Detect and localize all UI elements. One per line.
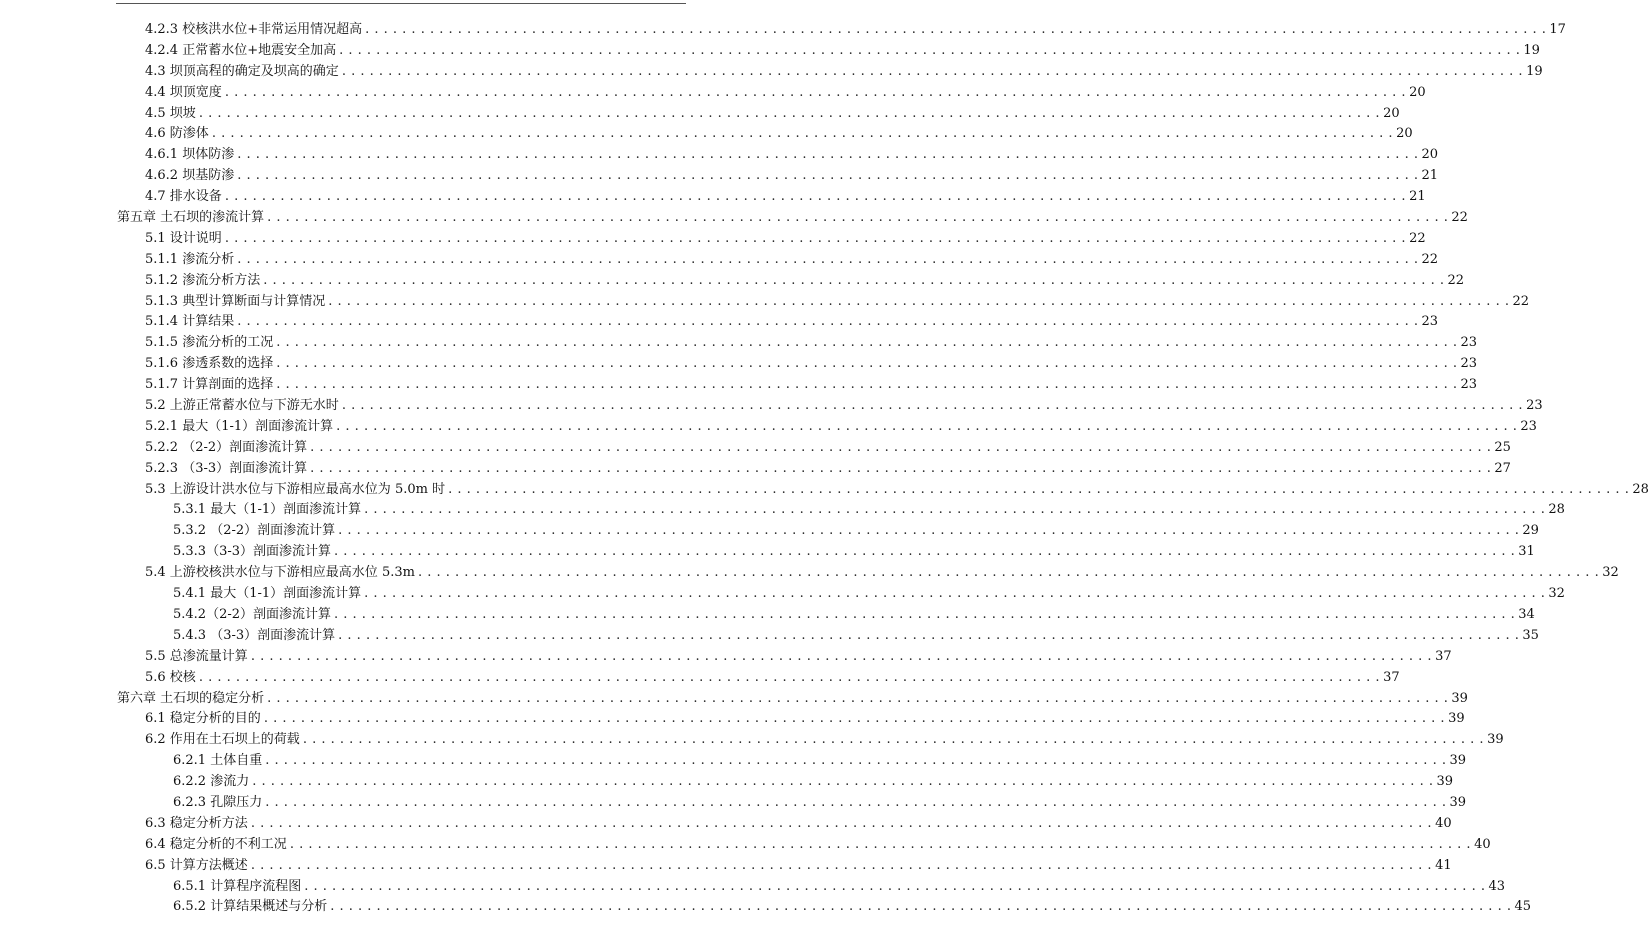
toc-entry-page-number: 37 <box>1383 669 1400 685</box>
toc-entry-title: 6.4 稳定分析的不利工况 <box>145 836 287 852</box>
toc-entry-title: 4.6.2 坝基防渗 <box>145 168 235 184</box>
toc-entry-title: 5.1.4 计算结果 <box>145 314 235 330</box>
dot-leader <box>304 877 1485 898</box>
dot-leader <box>276 333 1457 354</box>
dot-leader <box>252 772 1433 793</box>
toc-entry-title: 第六章 土石坝的稳定分析 <box>117 690 265 706</box>
toc-entry-title: 第五章 土石坝的渗流计算 <box>117 210 265 226</box>
toc-entry-title: 5.1.1 渗流分析 <box>145 251 235 267</box>
toc-entry-title: 5.4 上游校核洪水位与下游相应最高水位 5.3m <box>145 565 415 581</box>
dot-leader <box>338 626 1519 647</box>
dot-leader <box>310 459 1491 480</box>
toc-entry-title: 5.2.1 最大（1-1）剖面渗流计算 <box>145 418 334 434</box>
toc-entry-title: 5.4.2（2-2）剖面渗流计算 <box>173 606 332 622</box>
toc-entry[interactable] <box>0 647 1452 668</box>
toc-entry[interactable] <box>0 20 1566 41</box>
dot-leader <box>334 605 1515 626</box>
toc-entry-page-number: 21 <box>1409 189 1426 205</box>
toc-entry-title: 5.4.3 （3-3）剖面渗流计算 <box>173 627 336 643</box>
dot-leader <box>276 354 1457 375</box>
dot-leader <box>265 751 1446 772</box>
toc-entry-page-number: 22 <box>1409 230 1426 246</box>
toc-entry[interactable] <box>0 271 1465 292</box>
toc-entry-title: 5.1.7 计算剖面的选择 <box>145 377 274 393</box>
toc-entry[interactable] <box>0 166 1439 187</box>
toc-entry-page-number: 39 <box>1487 732 1504 748</box>
toc-entry[interactable] <box>0 41 1540 62</box>
toc-entry[interactable] <box>0 897 1532 918</box>
toc-entry[interactable] <box>0 229 1426 250</box>
toc-entry[interactable] <box>0 250 1439 271</box>
dot-leader <box>336 417 1517 438</box>
toc-entry[interactable] <box>0 187 1426 208</box>
toc-entry-title: 4.6.1 坝体防渗 <box>145 147 235 163</box>
dot-leader <box>276 375 1457 396</box>
toc-entry-page-number: 32 <box>1602 565 1619 581</box>
toc-entry[interactable] <box>0 521 1539 542</box>
dot-leader <box>225 229 1406 250</box>
dot-leader <box>330 897 1511 918</box>
toc-entry-title: 4.7 排水设备 <box>145 189 222 205</box>
toc-entry-title: 6.5.1 计算程序流程图 <box>173 878 302 894</box>
toc-entry-title: 4.6 防渗体 <box>145 126 209 142</box>
dot-leader <box>225 83 1406 104</box>
toc-entry[interactable] <box>0 83 1426 104</box>
dot-leader <box>264 709 1445 730</box>
toc-entry-title: 6.2 作用在土石坝上的荷载 <box>145 732 300 748</box>
toc-entry-title: 6.5 计算方法概述 <box>145 857 248 873</box>
dot-leader <box>199 104 1380 125</box>
toc-entry-title: 6.3 稳定分析方法 <box>145 815 248 831</box>
toc-entry-page-number: 27 <box>1494 460 1511 476</box>
toc-entry-page-number: 25 <box>1494 439 1511 455</box>
toc-entry-page-number: 22 <box>1421 251 1439 267</box>
toc-entry-page-number: 28 <box>1632 481 1649 497</box>
toc-entry-title: 5.3.1 最大（1-1）剖面渗流计算 <box>173 502 362 518</box>
toc-entry[interactable] <box>0 396 1543 417</box>
table-of-contents <box>0 20 1649 918</box>
toc-entry[interactable] <box>0 751 1467 772</box>
toc-entry[interactable] <box>0 772 1454 793</box>
toc-entry[interactable] <box>0 104 1400 125</box>
dot-leader <box>251 814 1432 835</box>
toc-entry-page-number: 40 <box>1474 836 1491 852</box>
toc-entry-title: 5.2 上游正常蓄水位与下游无水时 <box>145 398 339 414</box>
toc-entry-page-number: 37 <box>1435 648 1452 664</box>
dot-leader <box>237 166 1418 187</box>
toc-entry-page-number: 39 <box>1449 794 1467 810</box>
toc-entry-page-number: 17 <box>1549 22 1566 37</box>
toc-entry-title: 6.1 稳定分析的目的 <box>145 711 261 727</box>
toc-entry[interactable] <box>0 668 1400 689</box>
toc-entry-title: 5.1.3 典型计算断面与计算情况 <box>145 293 326 309</box>
toc-entry-page-number: 23 <box>1460 335 1478 351</box>
toc-entry[interactable] <box>0 542 1535 563</box>
toc-entry-title: 5.5 总渗流量计算 <box>145 648 248 664</box>
dot-leader <box>237 145 1418 166</box>
dot-leader <box>334 542 1515 563</box>
toc-entry[interactable] <box>0 563 1619 584</box>
toc-entry-page-number: 32 <box>1548 586 1565 602</box>
toc-entry-title: 6.2.2 渗流力 <box>173 774 250 790</box>
toc-entry[interactable] <box>0 480 1649 501</box>
toc-entry-page-number: 31 <box>1518 544 1535 560</box>
toc-entry-title: 5.1.5 渗流分析的工况 <box>145 335 274 351</box>
toc-entry[interactable] <box>0 814 1452 835</box>
dot-leader <box>237 312 1418 333</box>
header-rule <box>116 3 686 4</box>
toc-entry-page-number: 23 <box>1460 356 1478 372</box>
dot-leader <box>365 20 1546 41</box>
toc-entry-page-number: 39 <box>1449 753 1467 769</box>
toc-entry-page-number: 41 <box>1435 857 1452 873</box>
toc-entry-page-number: 20 <box>1421 147 1439 163</box>
toc-entry[interactable] <box>0 438 1511 459</box>
toc-entry[interactable] <box>0 124 1413 145</box>
toc-entry-title: 5.2.2 （2-2）剖面渗流计算 <box>145 439 308 455</box>
toc-entry-page-number: 23 <box>1421 314 1439 330</box>
dot-leader <box>310 438 1491 459</box>
toc-entry-title: 4.3 坝顶高程的确定及坝高的确定 <box>145 63 339 79</box>
toc-entry-title: 5.3.2 （2-2）剖面渗流计算 <box>173 523 336 539</box>
toc-entry[interactable] <box>0 730 1504 751</box>
dot-leader <box>212 124 1393 145</box>
dot-leader <box>342 396 1523 417</box>
toc-entry-title: 6.2.1 土体自重 <box>173 753 263 769</box>
toc-entry-page-number: 21 <box>1421 168 1439 184</box>
dot-leader <box>364 584 1545 605</box>
dot-leader <box>263 271 1444 292</box>
toc-entry[interactable] <box>0 835 1491 856</box>
dot-leader <box>303 730 1484 751</box>
toc-entry-page-number: 45 <box>1514 899 1532 915</box>
toc-entry-page-number: 28 <box>1548 502 1565 518</box>
toc-entry[interactable] <box>0 856 1452 877</box>
toc-entry-title: 4.4 坝顶宽度 <box>145 84 222 100</box>
toc-entry-page-number: 23 <box>1520 418 1537 434</box>
toc-entry-page-number: 39 <box>1448 711 1465 727</box>
dot-leader <box>338 521 1519 542</box>
dot-leader <box>251 647 1432 668</box>
toc-entry[interactable] <box>0 312 1439 333</box>
toc-entry-page-number: 39 <box>1436 774 1454 790</box>
toc-entry[interactable] <box>0 877 1506 898</box>
toc-entry[interactable] <box>0 145 1439 166</box>
dot-leader <box>267 208 1448 229</box>
toc-entry[interactable] <box>0 689 1468 710</box>
toc-entry[interactable] <box>0 354 1478 375</box>
toc-entry-page-number: 20 <box>1409 84 1426 100</box>
toc-entry-page-number: 19 <box>1526 63 1543 79</box>
dot-leader <box>225 187 1406 208</box>
toc-entry-title: 5.3.3（3-3）剖面渗流计算 <box>173 544 332 560</box>
toc-entry[interactable] <box>0 709 1465 730</box>
toc-entry-title: 5.3 上游设计洪水位与下游相应最高水位为 5.0m 时 <box>145 481 446 497</box>
toc-entry-title: 5.1.6 渗透系数的选择 <box>145 356 274 372</box>
toc-entry-page-number: 22 <box>1447 272 1465 288</box>
toc-entry-title: 5.4.1 最大（1-1）剖面渗流计算 <box>173 586 362 602</box>
dot-leader <box>448 480 1629 501</box>
toc-entry-title: 4.5 坝坡 <box>145 105 196 121</box>
toc-entry-page-number: 23 <box>1460 377 1478 393</box>
toc-entry-title: 6.5.2 计算结果概述与分析 <box>173 899 328 915</box>
toc-entry[interactable] <box>0 584 1565 605</box>
toc-entry[interactable] <box>0 500 1565 521</box>
dot-leader <box>199 668 1380 689</box>
dot-leader <box>265 793 1446 814</box>
toc-entry[interactable] <box>0 208 1468 229</box>
dot-leader <box>364 500 1545 521</box>
dot-leader <box>339 41 1520 62</box>
toc-entry-page-number: 20 <box>1396 126 1413 142</box>
dot-leader <box>267 689 1448 710</box>
toc-entry-page-number: 19 <box>1523 42 1540 58</box>
toc-entry-title: 5.6 校核 <box>145 669 196 685</box>
toc-entry[interactable] <box>0 605 1535 626</box>
toc-entry-page-number: 29 <box>1522 523 1539 539</box>
toc-entry-title: 5.2.3 （3-3）剖面渗流计算 <box>145 460 308 476</box>
toc-entry-page-number: 40 <box>1435 815 1452 831</box>
toc-entry[interactable] <box>0 62 1543 83</box>
dot-leader <box>328 292 1509 313</box>
dot-leader <box>342 62 1523 83</box>
toc-entry[interactable] <box>0 626 1539 647</box>
toc-entry[interactable] <box>0 459 1511 480</box>
toc-entry-title: 5.1 设计说明 <box>145 230 222 246</box>
toc-entry[interactable] <box>0 333 1478 354</box>
toc-entry-title: 4.2.4 正常蓄水位+地震安全加高 <box>145 42 337 58</box>
dot-leader <box>290 835 1471 856</box>
toc-entry-page-number: 22 <box>1451 210 1468 226</box>
toc-entry-title: 4.2.3 校核洪水位+非常运用情况超高 <box>145 22 363 37</box>
toc-entry-title: 6.2.3 孔隙压力 <box>173 794 263 810</box>
toc-entry-page-number: 20 <box>1383 105 1400 121</box>
toc-entry[interactable] <box>0 417 1537 438</box>
dot-leader <box>418 563 1599 584</box>
toc-entry-page-number: 39 <box>1451 690 1468 706</box>
toc-entry[interactable] <box>0 292 1530 313</box>
toc-entry[interactable] <box>0 793 1467 814</box>
dot-leader <box>251 856 1432 877</box>
toc-entry-title: 5.1.2 渗流分析方法 <box>145 272 261 288</box>
toc-entry-page-number: 22 <box>1512 293 1530 309</box>
toc-entry-page-number: 23 <box>1526 398 1543 414</box>
toc-entry-page-number: 34 <box>1518 606 1535 622</box>
toc-entry-page-number: 35 <box>1522 627 1539 643</box>
dot-leader <box>237 250 1418 271</box>
toc-entry[interactable] <box>0 375 1478 396</box>
toc-entry-page-number: 43 <box>1488 878 1506 894</box>
